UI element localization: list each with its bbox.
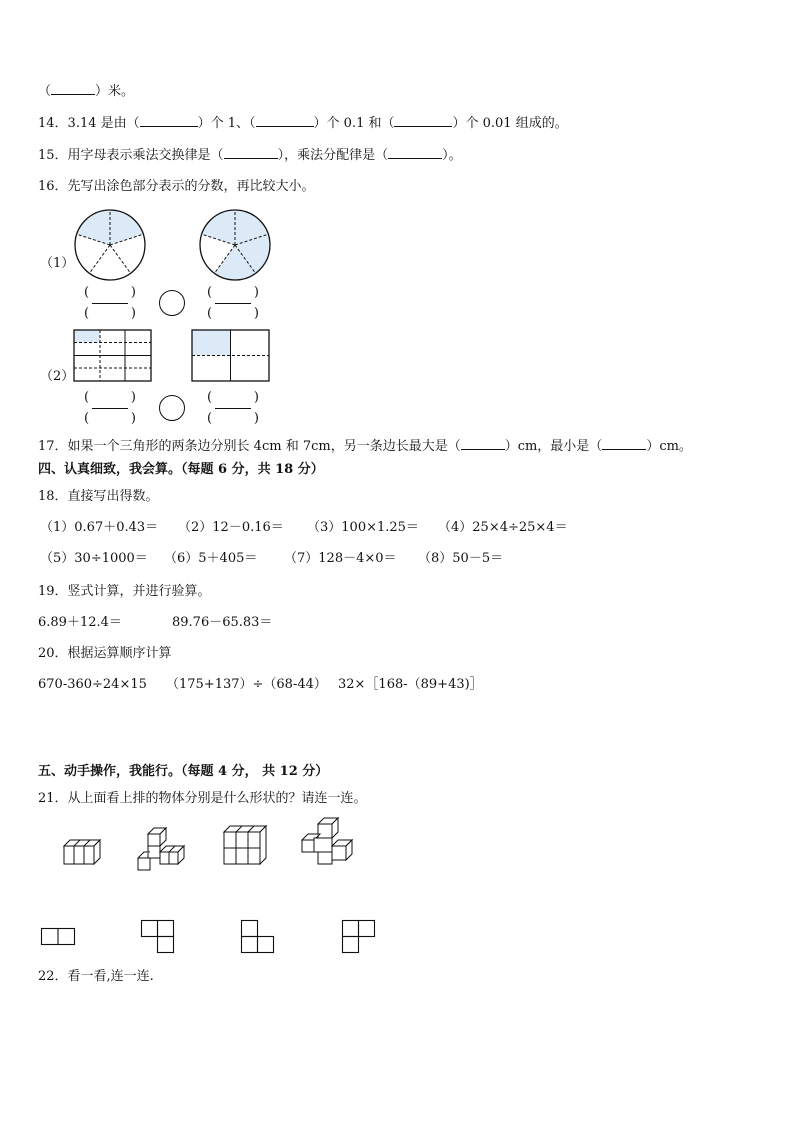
vertical-calc-item: 89.76－65.83＝ (172, 615, 273, 630)
answer-blank[interactable] (140, 114, 198, 127)
question-14: 14．3.14 是由（ ）个 1、（ ）个 0.1 和（ ）个 0.01 组成的。 (38, 116, 568, 131)
question-15: 15．用字母表示乘法交换律是（ ），乘法分配律是（ ）。 (38, 148, 462, 163)
fraction-answer-1a[interactable]: ( ) ( ) (84, 285, 136, 321)
cube-object-4[interactable] (300, 816, 356, 870)
calc-item: （8）50－5＝ (418, 551, 504, 566)
circle-fraction-left (74, 209, 146, 281)
rectangle-fraction-left (74, 330, 151, 381)
rectangle-fraction-right (192, 330, 269, 381)
section-5-title: 五、动手操作，我能行。（每题 4 分， 共 12 分） (38, 764, 329, 779)
fraction-answer-1b[interactable]: ( ) ( ) (207, 285, 259, 321)
question-19: 19．竖式计算，并进行验算。 (38, 584, 211, 599)
calc-item: （3）100×1.25＝ (307, 520, 419, 535)
fraction-answer-2b[interactable]: ( ) ( ) (207, 390, 259, 426)
compare-circle-2[interactable] (159, 395, 185, 421)
compare-circle-1[interactable] (159, 290, 185, 316)
top-view-shape-4[interactable] (342, 920, 376, 954)
circle-fraction-right (199, 209, 271, 281)
q13-tail: （ ）米。 (38, 84, 135, 99)
answer-blank[interactable] (394, 114, 452, 127)
answer-blank[interactable] (388, 146, 442, 159)
part-2-label: （2） (40, 369, 75, 384)
question-22: 22．看一看,连一连. (38, 969, 154, 984)
calc-item: （5）30÷1000＝ (40, 551, 148, 566)
question-17: 17．如果一个三角形的两条边分别长 4cm 和 7cm，另一条边长最大是（ ）cm，最小是（ ）cm。 (38, 439, 692, 454)
cube-object-2[interactable] (136, 822, 188, 872)
order-calc-item: （175+137）÷（68-44） (166, 677, 327, 692)
answer-blank[interactable] (224, 146, 278, 159)
top-view-shape-1[interactable] (41, 928, 75, 945)
cube-object-1[interactable] (56, 834, 104, 870)
fraction-answer-2a[interactable]: ( ) ( ) (84, 390, 136, 426)
section-4-title: 四、认真细致，我会算。（每题 6 分，共 18 分） (38, 462, 324, 477)
top-view-shape-3[interactable] (241, 920, 275, 954)
answer-blank[interactable] (602, 437, 646, 450)
answer-blank[interactable] (51, 82, 95, 95)
question-20: 20．根据运算顺序计算 (38, 646, 172, 661)
calc-item: （4）25×4÷25×4＝ (438, 520, 568, 535)
part-1-label: （1） (40, 256, 75, 271)
answer-blank[interactable] (461, 437, 505, 450)
question-18: 18．直接写出得数。 (38, 489, 159, 504)
cube-object-3[interactable] (220, 822, 268, 868)
question-21: 21．从上面看上排的物体分别是什么形状的？请连一连。 (38, 791, 367, 806)
calc-item: （2）12－0.16＝ (178, 520, 284, 535)
vertical-calc-item: 6.89＋12.4＝ (38, 615, 122, 630)
order-calc-item: 32×［168-（89+43)］ (338, 677, 483, 692)
answer-blank[interactable] (256, 114, 314, 127)
question-16: 16．先写出涂色部分表示的分数，再比较大小。 (38, 179, 315, 194)
calc-item: （7）128－4×0＝ (284, 551, 397, 566)
top-view-shape-2[interactable] (141, 920, 175, 954)
order-calc-item: 670-360÷24×15 (38, 677, 147, 692)
calc-item: （6）5＋405＝ (164, 551, 258, 566)
calc-item: （1）0.67＋0.43＝ (40, 520, 159, 535)
